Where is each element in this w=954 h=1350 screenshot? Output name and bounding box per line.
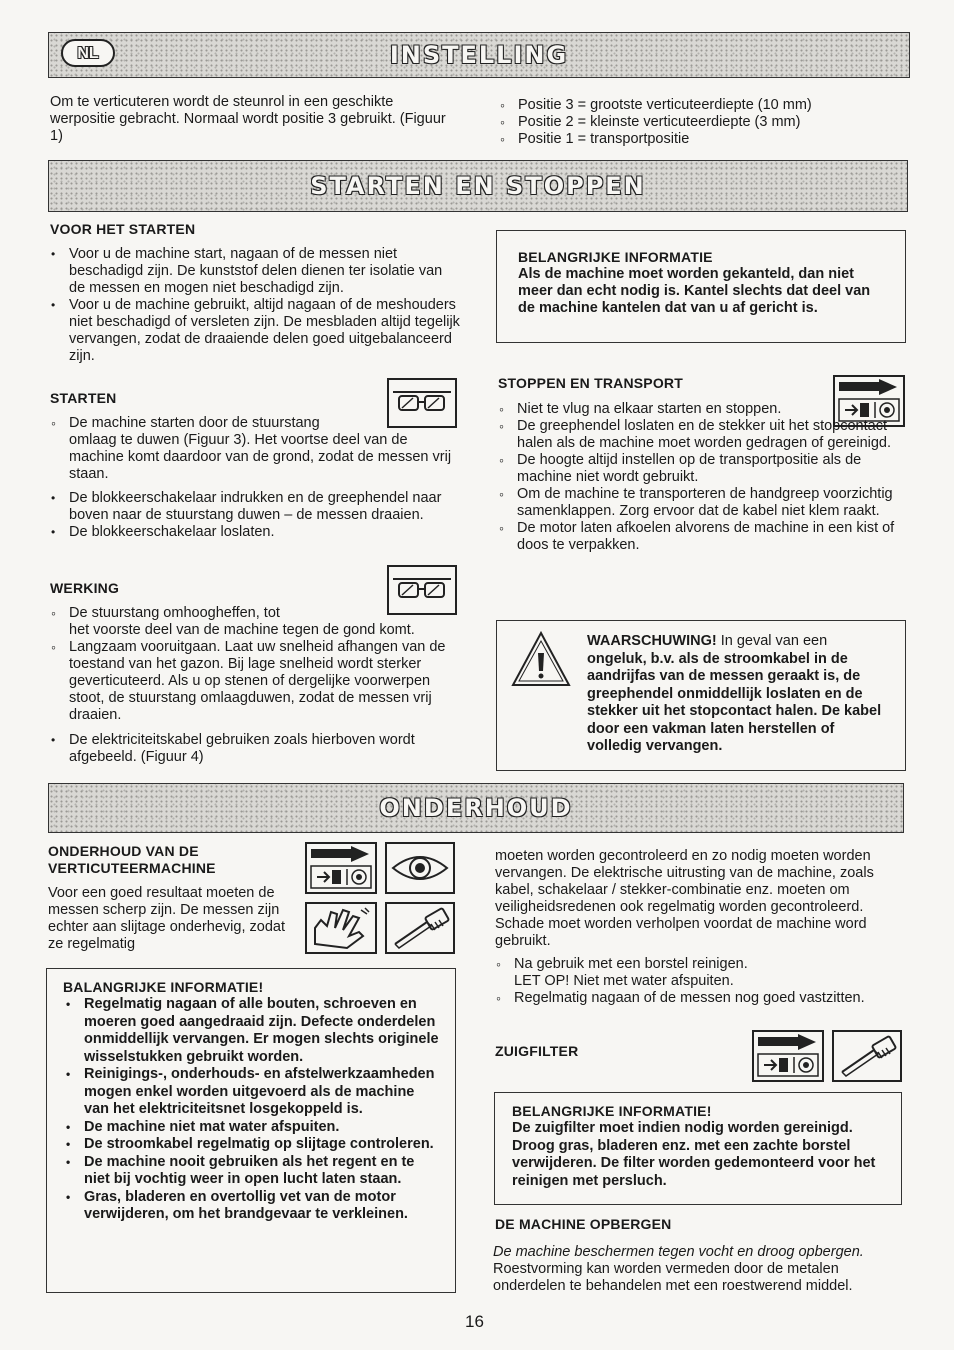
before-start-list: [48, 246, 460, 365]
section-heading-storage: DE MACHINE OPBERGEN: [495, 1216, 672, 1232]
banner-start-stop: [48, 160, 908, 212]
list-item: ◦ Positie 3 = grootste verticuteerdiepte (10 mm): [497, 97, 897, 114]
working-step-1: De stuurstang omhoogheffen, tot: [69, 605, 280, 621]
list-item: ◦ De hoogte altijd instellen op de transportpositie als de machine niet wordt gebruikt.: [496, 452, 908, 486]
warning-lead: In geval van een: [720, 633, 828, 649]
warning-label: WAARSCHUWING!: [587, 633, 717, 649]
list-item: • Voor u de machine gebruikt, altijd nagaan of de meshouders niet beschadigd of versleten zijn. De mesbladen altijd tegelijk vervangen, zodat de draaiende delen goed uitgebalanceerd zijn.: [48, 297, 460, 365]
important-info-maintenance: [46, 968, 456, 1293]
list-item: • Voor u de machine start, nagaan of de messen niet beschadigd zijn. De kunststof delen dienen ter isolatie van de messen en mogen niet beschadigd zijn.: [48, 246, 460, 297]
list-item: ◦ Positie 2 = kleinste verticuteerdiepte (3 mm): [497, 114, 897, 131]
language-badge: NL: [61, 39, 115, 67]
maintenance-heading-line-1: ONDERHOUD VAN DE: [48, 843, 199, 859]
list-item: ◦ Positie 1 = transportpositie: [497, 131, 897, 148]
warning-box: [496, 620, 906, 771]
list-item: • De machine nooit gebruiken als het regent en te niet bij vochtig weer in open lucht laten staan.: [63, 1154, 443, 1189]
list-item: • De blokkeerschakelaar loslaten.: [48, 524, 460, 541]
warning-text-block: [587, 633, 889, 756]
banner-title-installation: INSTELLING: [389, 40, 569, 69]
storage-text-italic: De machine beschermen tegen vocht en droog opbergen.: [493, 1244, 864, 1260]
working-list-b: [48, 732, 460, 766]
brush-icon: [385, 902, 455, 954]
working-list: [48, 605, 460, 724]
list-item: ◦ Na gebruik met een borstel reinigen.: [493, 956, 905, 973]
list-item: ◦ De motor laten afkoelen alvorens de machine in een kist of doos te verpakken.: [496, 520, 908, 554]
plug-arrow-icon: [752, 1030, 824, 1082]
list-item: • De stroomkabel regelmatig op slijtage controleren.: [63, 1136, 443, 1154]
list-item: ◦ Niet te vlug na elkaar starten en stoppen.: [496, 401, 908, 418]
stop-transport-list: [496, 401, 908, 554]
list-item: LET OP! Niet met water afspuiten.: [514, 973, 734, 989]
installation-intro: Om te verticuteren wordt de steunrol in een geschikte werpositie gebracht. Normaal wordt positie 3 gebruikt. (Figuur 1): [50, 94, 446, 144]
warning-text: ongeluk, b.v. als de stroomkabel in de aandrijfas van de messen geraakt is, de greephendel onmiddellijk loslaten en de stekker uit het stopcontact halen. De kabel door een vakman laten herstellen of volledig vervangen.: [587, 650, 882, 754]
important-info-text: De zuigfilter moet indien nodig worden gereinigd. Droog gras, bladeren enz. met een zachte borstel verwijderen. De filter worden gedemonteerd voor het reinigen met persluch.: [512, 1120, 876, 1189]
warning-triangle-icon: [509, 629, 573, 696]
section-heading-before-start: VOOR HET STARTEN: [50, 221, 196, 237]
important-info-tilt: [496, 230, 906, 343]
list-item: ◦ Om de machine te transporteren de handgreep voorzichtig samenklappen. Zorg ervoor dat de kabel niet klem raakt.: [496, 486, 908, 520]
position-list: [497, 97, 897, 148]
important-info-filter: [494, 1092, 902, 1205]
list-item: ◦ Regelmatig nagaan of de messen nog goed vastzitten.: [493, 990, 905, 1007]
banner-title-maintenance: ONDERHOUD: [379, 793, 573, 822]
important-info-title: BELANGRIJKE INFORMATIE: [518, 249, 713, 265]
maintenance-list: [493, 956, 905, 1007]
eye-icon: [385, 842, 455, 894]
section-heading-working: WERKING: [50, 580, 120, 596]
section-heading-stop-transport: STOPPEN EN TRANSPORT: [498, 375, 683, 391]
list-item: [48, 605, 460, 639]
section-heading-starting: STARTEN: [50, 390, 117, 406]
starting-list-b: [48, 490, 460, 541]
brush-icon: [832, 1030, 902, 1082]
page-number: 16: [465, 1312, 484, 1331]
list-item: • De blokkeerschakelaar indrukken en de greephendel naar boven naar de stuurstang duwen – de messen draaien.: [48, 490, 460, 524]
maintenance-continued: moeten worden gecontroleerd en zo nodig moeten worden vervangen. De elektrische uitrusting van de machine, zoals kabel, schakelaar / stekker-combinatie enz. moeten om veiligheidsredenen ook regelmatig worden gecontroleerd. Schade moet worden verholpen voordat de machine word gebruikt.: [495, 848, 874, 949]
banner-title-start-stop: STARTEN EN STOPPEN: [310, 171, 646, 200]
plug-arrow-icon: [305, 842, 377, 894]
important-info-title: BALANGRIJKE INFORMATIE!: [63, 979, 264, 995]
banner-maintenance: [48, 783, 904, 833]
starting-step-1-cont: omlaag te duwen (Figuur 3). Het voortse deel van de machine komt daardoor van de grond, zodat de messen vrij staan.: [69, 432, 452, 482]
important-info-title: BELANGRIJKE INFORMATIE!: [512, 1103, 712, 1119]
list-item: ◦ De greephendel loslaten en de stekker uit het stopcontact halen als de machine moet worden gedragen of gereinigd.: [496, 418, 908, 452]
section-heading-maintenance: [48, 843, 216, 877]
maintenance-intro: Voor een goed resultaat moeten de messen scherp zijn. De messen zijn echter aan slijtage onderhevig, zodat ze regelmatig: [48, 885, 285, 952]
storage-text-rest: Roestvorming kan worden vermeden door de metalen onderdelen te behandelen met een roestwerend middel.: [493, 1261, 853, 1294]
list-item: • Reinigings-, onderhouds- en afstelwerkzaamheden mogen enkel worden uitgevoerd als de machine van het elektriciteitsnet losgekoppeld is.: [63, 1066, 443, 1119]
list-item: ◦ Langzaam vooruitgaan. Laat uw snelheid afhangen van de toestand van het gazon. Bij lage snelheid wordt sterker geverticuteerd. Als u op stenen of dergelijke voorwerpen stoot, de stuurstang omlaagduwen, zodat de messen vrij draaien.: [48, 639, 460, 724]
glove-icon: [305, 902, 377, 954]
storage-text: [493, 1244, 905, 1295]
maintenance-heading-line-2: VERTICUTEERMACHINE: [48, 860, 216, 876]
section-heading-filter: ZUIGFILTER: [495, 1043, 579, 1059]
working-step-1-cont: het voorste deel van de machine tegen de gond komt.: [69, 622, 415, 638]
list-item: [48, 415, 460, 483]
important-info-text: Als de machine moet worden gekanteld, dan niet meer dan echt nodig is. Kantel slechts dat deel van de machine kantelen dat van u af gericht is.: [518, 266, 871, 316]
important-maintenance-list: [63, 996, 443, 1224]
starting-step-1: De machine starten door de stuurstang: [69, 415, 320, 431]
list-item: • Regelmatig nagaan of alle bouten, schroeven en moeren goed aangedraaid zijn. Defecte onderdelen onmiddellijk vervangen. Er mogen slechts originele wisselstukken gebruikt worden.: [63, 996, 443, 1066]
list-item: • De elektriciteitskabel gebruiken zoals hierboven wordt afgebeeld. (Figuur 4): [48, 732, 460, 766]
list-item: • De machine niet mat water afspuiten.: [63, 1119, 443, 1137]
starting-list: [48, 415, 460, 483]
banner-installation: [48, 32, 910, 78]
list-item: • Gras, bladeren en overtollig vet van de motor verwijderen, om het brandgevaar te verkleinen.: [63, 1189, 443, 1224]
